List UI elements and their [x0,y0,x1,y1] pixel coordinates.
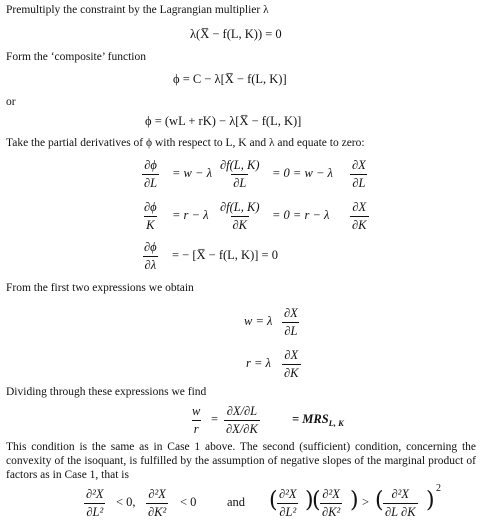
paragraph-form-composite: Form the ‘composite’ function [6,51,146,63]
fraction-d2X-dK2-product: $\frac{\text{∂²X}}{\text{∂K²}}$ [322,487,341,519]
paragraph-or: or [6,96,16,108]
term-greater-than: > [362,495,370,509]
fraction-w-dX-dL: $\frac{\partial X}{\partial L}$ [284,306,298,338]
term-less-zero-2: < 0 [180,495,197,509]
fraction-df-dL: $\frac{\partial f(L, K)}{\partial L}$ [220,158,260,190]
fraction-d2X-dLdK: $\frac{\text{∂²X}}{\partial L \partial K}$ [385,487,416,519]
fraction-d2X-dL2-product: $\frac{\text{∂²X}}{\text{∂L²}}$ [279,487,297,519]
fraction-dX-dL: $\frac{\partial X}{\partial L}$ [352,158,366,190]
fraction-df-dK: $\frac{\partial f(L, K)}{\partial K}$ [220,200,260,232]
term-zero-w-lambda: = 0 = w − λ [272,166,333,180]
equation-composite-expanded: ϕ = (wL + rK) − λ[X̅ − f(L, K)] [145,114,302,128]
fraction-dX-dK: $\frac{\partial X}{\partial K}$ [352,200,367,232]
fraction-r-dX-dK: $\frac{\partial X}{\partial K}$ [284,348,299,380]
paren-close-2: ) [350,488,359,513]
paren-open-2: ( [312,488,321,513]
fraction-dphi-K: $\frac{\partial\phi}{K}$ [144,200,157,232]
fraction-w-over-r: $\frac{w}{r}$ [192,404,201,436]
term-zero-r-lambda: = 0 = r − λ [272,208,330,222]
equation-composite: ϕ = C − λ[X̅ − f(L, K)] [173,72,287,86]
paragraph-second-condition: This condition is the same as in Case 1 above. The second (sufficient) condition, concerning the convexity of the isoquant, is fulfilled by the assumption of negative slopes of the marginal product of factors as in Case 1, that is [6,441,476,481]
term-w-equals: w = λ [244,314,273,328]
fraction-marginal-products: $\frac{\partial X/\partial L}{\partial X/\partial K}$ [226,404,258,436]
paren-close-3: ) [426,488,435,513]
term-w-lambda-1: = w − λ [172,166,212,180]
term-ratio-equals: = [211,412,219,426]
paren-open-1: ( [269,488,278,513]
paragraph-dividing: Dividing through these expressions we find [6,386,207,398]
term-r-equals: r = λ [246,356,271,370]
fraction-dphi-dL: $\frac{\partial\phi}{\partial L}$ [144,158,158,190]
term-less-zero-1: < 0, [116,495,136,509]
fraction-d2X-dK2: $\frac{\text{∂²X}}{\text{∂K²}}$ [148,487,167,519]
paragraph-partial-derivatives: Take the partial derivatives of ϕ with respect to L, K and λ and equate to zero: [6,137,365,149]
paragraph-premultiply: Premultiply the constraint by the Lagrangian multiplier λ [6,4,269,16]
term-mrs: = $MRS_{L, K}$ [292,412,344,428]
equation-constraint: λ(X̅ − f(L, K)) = 0 [190,27,282,41]
word-and: and [227,495,246,509]
term-r-lambda-1: = r − λ [172,208,209,222]
term-constraint-zero: = − [X̅ − f(L, K)] = 0 [172,248,278,262]
fraction-dphi-dlambda: $\frac{\partial\phi}{\partial\lambda}$ [144,240,157,272]
exponent-two: 2 [436,483,441,494]
paragraph-first-two: From the first two expressions we obtain [6,282,194,294]
fraction-d2X-dL2: $\frac{\text{∂²X}}{\text{∂L²}}$ [86,487,104,519]
paren-open-3: ( [375,488,384,513]
paren-close-1: ) [305,488,314,513]
